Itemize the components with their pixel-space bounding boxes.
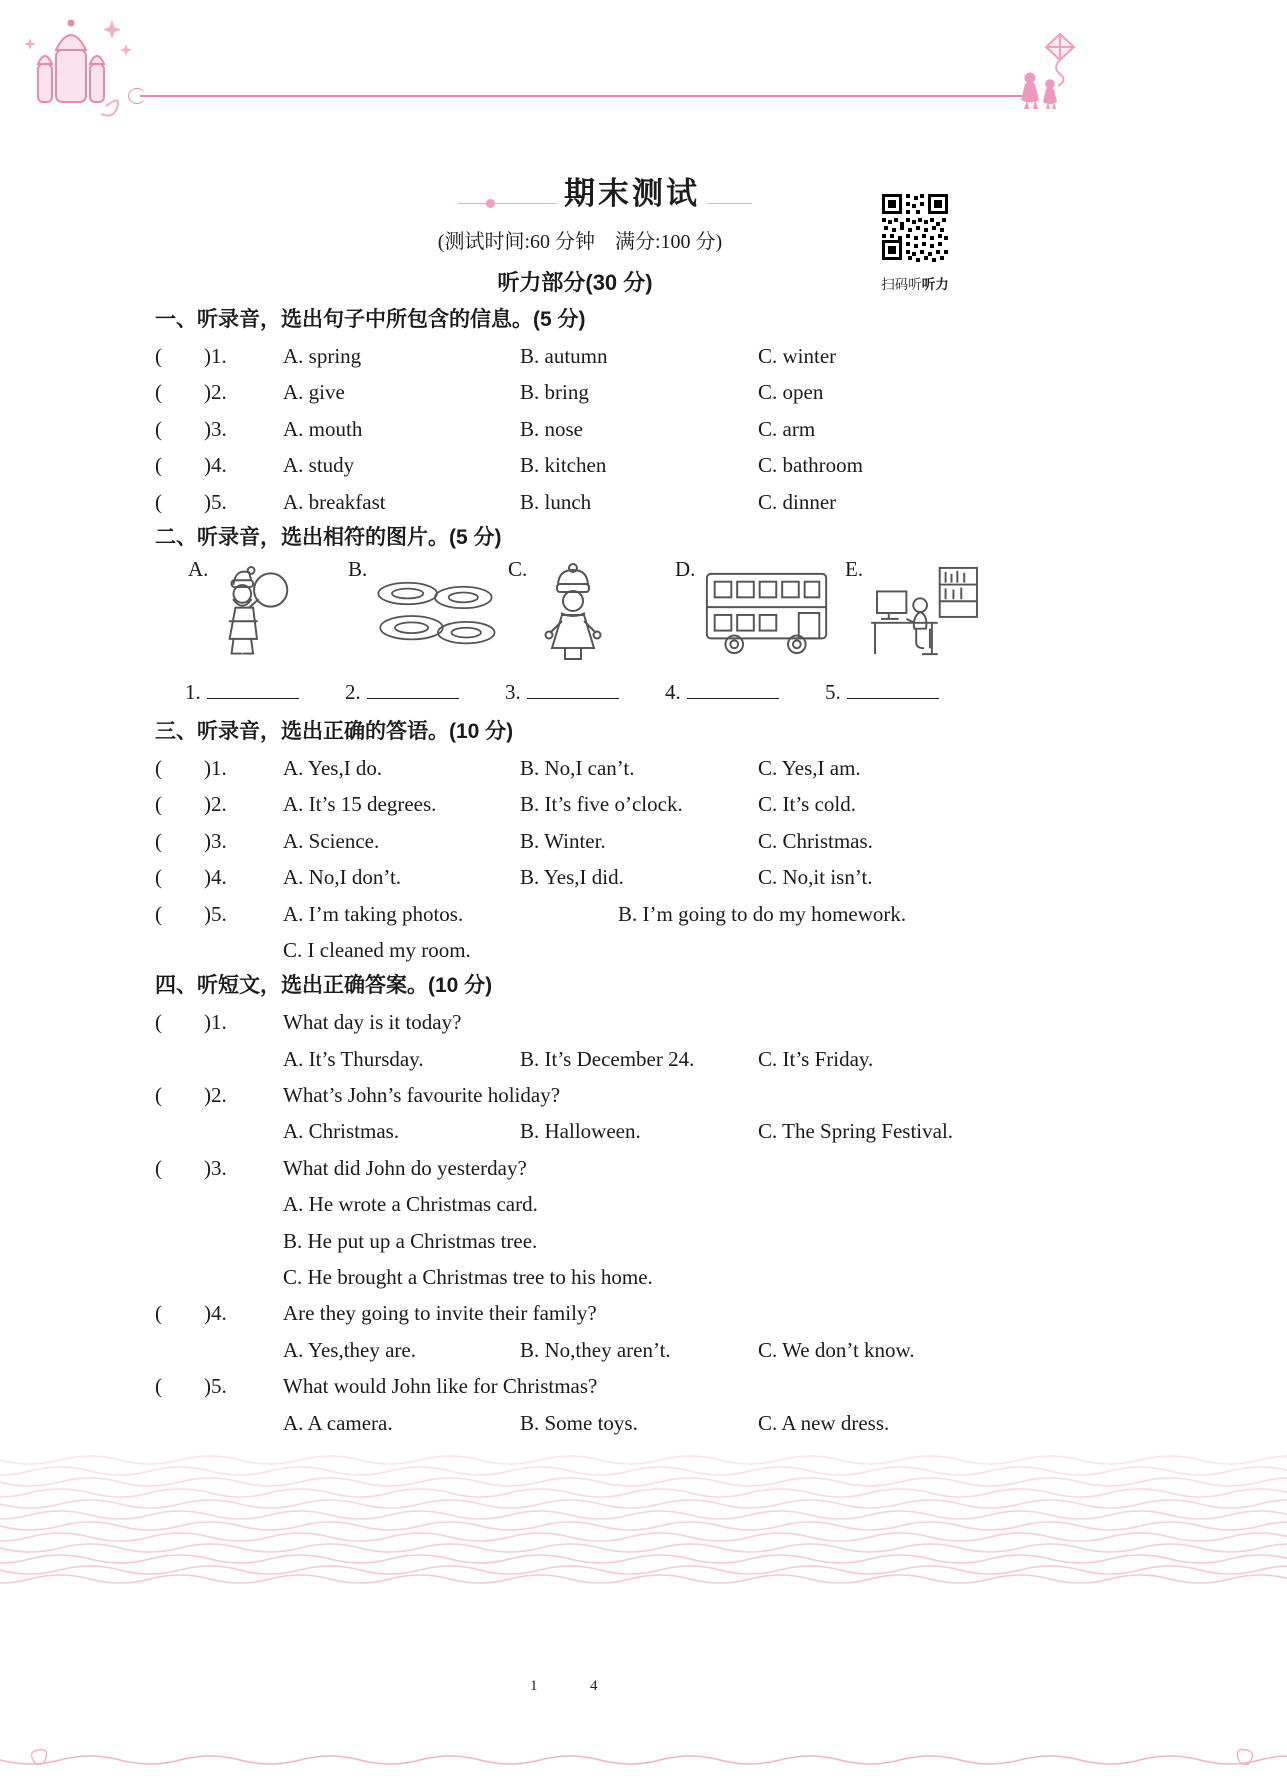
option-c: C. arm [758, 416, 816, 441]
blank-number: 4. [665, 679, 681, 704]
section2-heading: 二、听录音，选出相符的图片。(5 分) [155, 525, 502, 549]
s1-row-3 [155, 411, 1165, 447]
option-b: B. It’s five o’clock. [520, 792, 683, 817]
option-c: C. Christmas. [758, 828, 873, 853]
question-stem: What did John do yesterday? [283, 1155, 527, 1180]
picture-label: A. [188, 556, 209, 581]
option-b: B. It’s December 24. [520, 1046, 695, 1071]
s1-row-5 [155, 484, 1165, 520]
title-left-rule [458, 203, 556, 204]
s4-q1-options [155, 1041, 1165, 1077]
option-c: C. It’s Friday. [758, 1046, 874, 1071]
listening-part-header: 听力部分(30 分) [497, 270, 653, 295]
option-b: B. autumn [520, 344, 608, 368]
question-stem: Are they going to invite their family? [283, 1301, 597, 1326]
option-c: C. open [758, 380, 824, 405]
blank-line [207, 684, 299, 699]
option-c: C. It’s cold. [758, 792, 856, 817]
blank-number: 3. [505, 679, 521, 704]
answer-bracket: ( )3. [155, 1155, 227, 1180]
option-a: A. Christmas. [283, 1119, 400, 1144]
option-a: A. Yes,I do. [283, 755, 383, 780]
option-a: A. study [283, 453, 355, 478]
winter-child-image [538, 560, 608, 665]
qr-caption-prefix: 扫码听 [881, 277, 922, 292]
answer-blank-4 [665, 674, 825, 714]
answer-bracket: ( )2. [155, 792, 227, 817]
option-c: C. Yes,I am. [758, 755, 861, 780]
indent-spacer [155, 1041, 283, 1077]
option-c: C. dinner [758, 489, 837, 514]
option-a: A. mouth [283, 416, 363, 441]
option-b: B. Yes,I did. [520, 865, 624, 890]
blank-number: 2. [345, 679, 361, 704]
option-a: A. Science. [283, 828, 380, 853]
option-a: A. I’m taking photos. [283, 901, 464, 926]
page-number-right: 4 [590, 1678, 598, 1694]
answer-bracket: ( )2. [155, 1083, 227, 1108]
s4-q3-option-c [155, 1259, 1165, 1295]
picture-option-b [348, 556, 508, 674]
s4-q3-option-a [155, 1186, 1165, 1222]
option-b: B. No,they aren’t. [520, 1337, 671, 1362]
picture-label: B. [348, 556, 368, 581]
indent-spacer [155, 1332, 283, 1368]
option-a: A. It’s Thursday. [283, 1046, 424, 1071]
answer-bracket: ( )5. [155, 1374, 227, 1399]
option-c: C. He brought a Christmas tree to his home. [283, 1265, 653, 1290]
blank-line [367, 684, 459, 699]
s4-q5-stem [155, 1368, 1165, 1404]
footer-wave-pattern [0, 1452, 1287, 1584]
option-b: B. Some toys. [520, 1410, 638, 1435]
blank-number: 1. [185, 679, 201, 704]
blank-line [527, 684, 619, 699]
answer-bracket: ( )4. [155, 865, 227, 890]
section4-heading: 四、听短文，选出正确答案。(10 分) [155, 974, 493, 998]
answer-bracket: ( )3. [155, 416, 227, 441]
picture-option-d [675, 556, 845, 674]
picture-option-c [508, 556, 675, 674]
answer-bracket: ( )4. [155, 1301, 227, 1326]
question-stem: What would John like for Christmas? [283, 1374, 598, 1399]
s4-q4-stem [155, 1295, 1165, 1331]
answer-bracket: ( )3. [155, 828, 227, 853]
s4-q2-stem [155, 1077, 1165, 1113]
option-a: A. No,I don’t. [283, 865, 402, 890]
person-at-computer-image [869, 564, 982, 662]
title-right-rule [708, 203, 752, 204]
page-number-left: 1 [530, 1678, 538, 1694]
option-a: A. breakfast [283, 489, 386, 514]
indent-spacer [155, 1405, 283, 1441]
answer-bracket: ( )1. [155, 1010, 227, 1035]
option-a: A. Yes,they are. [283, 1337, 416, 1362]
s3-row-4 [155, 859, 1165, 895]
s3-row-5 [155, 896, 1165, 932]
exam-content [155, 266, 1165, 1441]
option-c: C. A new dress. [758, 1410, 890, 1435]
blank-line [847, 684, 939, 699]
answer-blank-2 [345, 674, 505, 714]
s4-q3-option-b [155, 1223, 1165, 1259]
s3-row-3 [155, 823, 1165, 859]
children-with-kite-icon [1002, 30, 1094, 110]
option-a: A. He wrote a Christmas card. [283, 1192, 538, 1217]
s4-q3-stem [155, 1150, 1165, 1186]
option-c: C. I cleaned my room. [283, 937, 471, 962]
picture-label: D. [675, 556, 696, 581]
s4-q5-options [155, 1405, 1165, 1441]
section3-heading: 三、听录音，选出正确的答语。(10 分) [155, 719, 514, 743]
answer-bracket: ( )1. [155, 755, 227, 780]
option-c: C. We don’t know. [758, 1337, 915, 1362]
option-a: A. A camera. [283, 1410, 393, 1435]
answer-bracket: ( )4. [155, 453, 227, 478]
s4-q2-options [155, 1113, 1165, 1149]
s1-row-4 [155, 447, 1165, 483]
option-b: B. Halloween. [520, 1119, 641, 1144]
question-stem: What day is it today? [283, 1010, 462, 1035]
option-c: C. bathroom [758, 453, 863, 478]
double-decker-bus-image [701, 566, 833, 659]
qr-code-icon [880, 192, 950, 262]
answer-blank-1 [185, 674, 345, 714]
section1-heading: 一、听录音，选出句子中所包含的信息。(5 分) [155, 308, 586, 331]
picture-label: E. [845, 556, 864, 581]
option-c: C. No,it isn’t. [758, 865, 873, 890]
answer-blank-3 [505, 674, 665, 714]
option-a: A. give [283, 380, 345, 405]
title-dot [486, 199, 495, 208]
blank-number: 5. [825, 679, 841, 704]
page-title: 期末测试 [564, 176, 700, 211]
option-b: B. kitchen [520, 453, 607, 478]
picture-option-a [188, 556, 348, 674]
bottom-edge-decoration [0, 1738, 1287, 1778]
answer-bracket: ( )2. [155, 380, 227, 405]
header-divider-line [140, 95, 1022, 97]
s3-row-2 [155, 786, 1165, 822]
qr-caption-bold: 听力 [921, 277, 949, 292]
option-a: A. spring [283, 344, 362, 368]
plates-image [370, 574, 498, 657]
answer-bracket: ( )5. [155, 489, 227, 514]
answer-bracket: ( )1. [155, 344, 227, 368]
option-c: C. The Spring Festival. [758, 1119, 954, 1144]
picture-option-e [845, 556, 1165, 674]
option-b: B. No,I can’t. [520, 755, 635, 780]
s4-q1-stem [155, 1004, 1165, 1040]
picture-options-row [188, 556, 1165, 674]
option-b: B. He put up a Christmas tree. [283, 1228, 538, 1253]
answer-blank-5 [825, 674, 985, 714]
indent-spacer [155, 1113, 283, 1149]
s1-row-1 [155, 338, 1165, 374]
option-b: B. lunch [520, 489, 592, 514]
test-meta: (测试时间:60 分钟 满分:100 分) [437, 231, 723, 253]
option-b: B. I’m going to do my homework. [618, 901, 907, 926]
option-c: C. winter [758, 344, 837, 368]
option-b: B. bring [520, 380, 589, 405]
question-stem: What’s John’s favourite holiday? [283, 1083, 561, 1108]
option-b: B. nose [520, 416, 583, 441]
s3-row-5-option-c [155, 932, 1165, 968]
picture-label: C. [508, 556, 528, 581]
castle-ornament-icon [22, 12, 137, 117]
blank-line [687, 684, 779, 699]
option-a: A. It’s 15 degrees. [283, 792, 437, 817]
answer-blanks-row [185, 674, 1165, 714]
santa-claus-image [212, 560, 300, 664]
option-b: B. Winter. [520, 828, 606, 853]
s1-row-2 [155, 374, 1165, 410]
answer-bracket: ( )5. [155, 901, 227, 926]
s3-row-1 [155, 750, 1165, 786]
s4-q4-options [155, 1332, 1165, 1368]
